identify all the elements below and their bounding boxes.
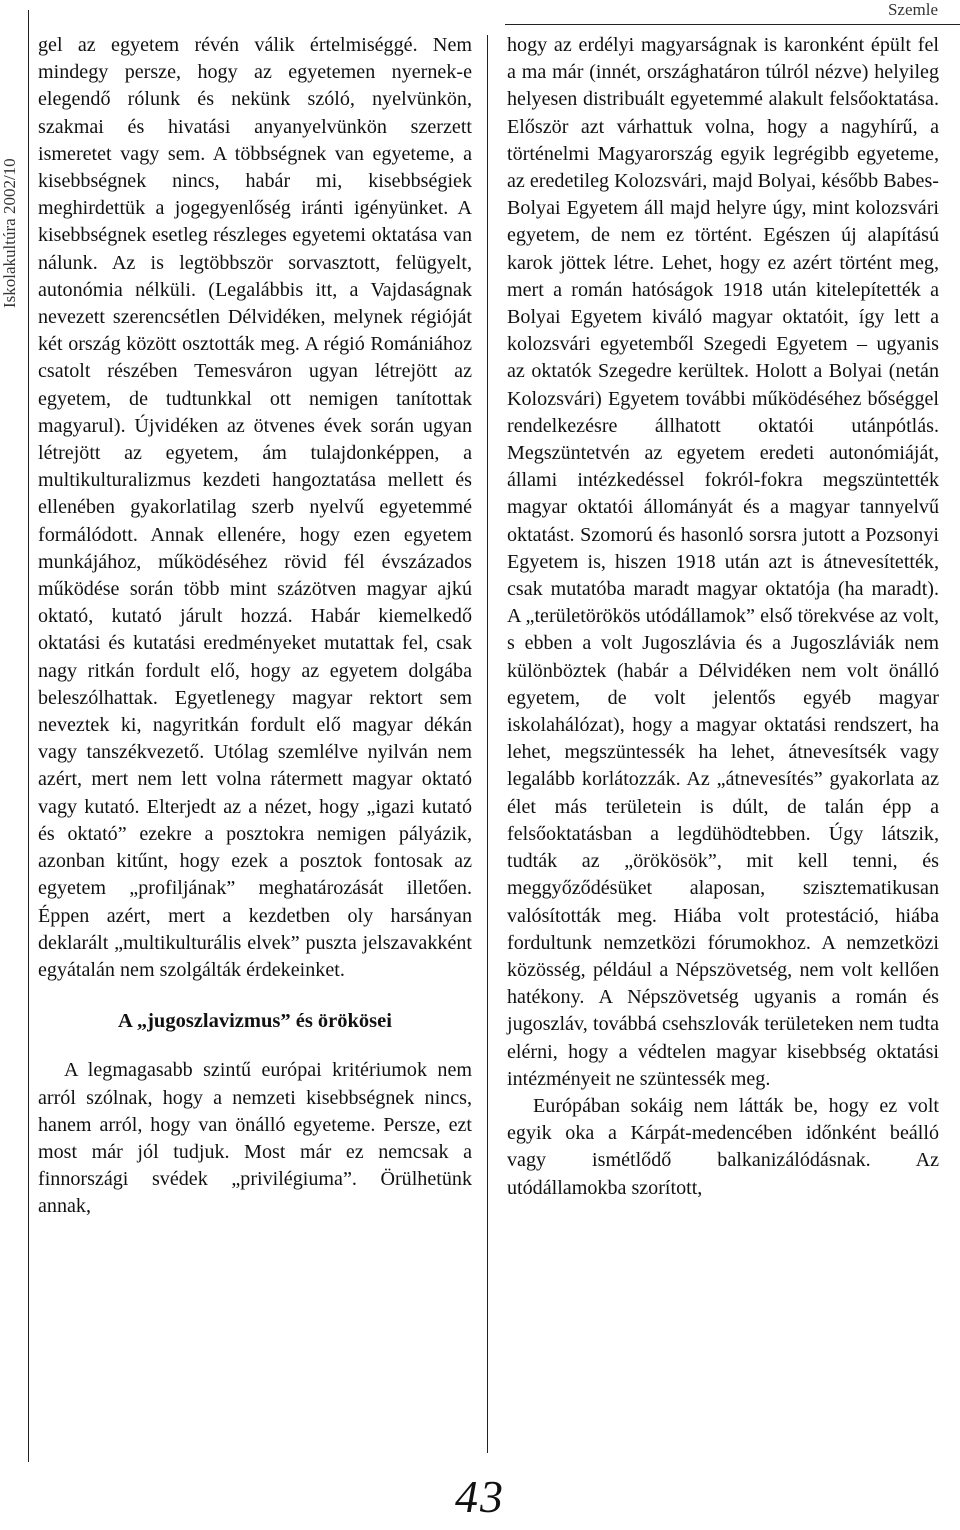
left-margin-rule (28, 10, 29, 1462)
section-label: Szemle (887, 0, 938, 19)
section-heading: A „jugoszlavizmus” és örökösei (118, 1010, 392, 1033)
right-column (507, 32, 939, 1202)
left-column (38, 32, 472, 1221)
page-number: 43 (455, 1471, 505, 1522)
column-divider (487, 35, 488, 1453)
body-paragraph: gel az egyetem révén válik értelmiséggé. Nem mindegy persze, hogy az egyetemen nyernek-e elegendő rólunk és nekünk szóló, nyelvünkön, szakmai és hivatási anyanyelvünkön szerzett ismeretet vagy sem. A többségnek van egyeteme, a kisebbségnek nincs, habár mi, kisebbségiek meghirdettük a jogegyenlőség iránti igényünket. A kisebbségnek esetleg részleges egyetemi oktatása van nálunk. Az is legtöbbször sorvasztott, felügyelt, autonómia nélküli. (Legalábbis itt, a Vajdaságnak nevezett szerencsétlen Délvidéken, melynek régióját két ország között osztották meg. A régió Romániához csatolt részében Temesváron ugyan létrejött az egyetem, de tudtunkkal ott nemigen tanítottak magyarul). Újvidéken az ötvenes évek során ugyan létrejött az egyetem, ám tulajdonképpen, a multikulturalizmus kezdeti hangoztatása mellett és ellenében gyakorlatilag szerb nyelvű egyetemmé formálódott. Annak ellenére, hogy ezen egyetem munkájához, működéséhez rövid fél évszázados működése során több mint százötven magyar ajkú oktató, kutató járult hozzá. Habár kiemelkedő oktatási és kutatási eredményeket mutattak fel, csak nagy ritkán fordult elő, hogy az egyetem dolgába beleszólhattak. Egyetlenegy magyar rektort sem neveztek ki, nagyritkán fordult elő magyar dékán vagy tanszékvezető. Utólag szemlélve nyilván nem azért, mert nem lett volna rátermett magyar oktató vagy kutató. Elterjedt az a nézet, hogy „igazi kutató és oktató” ezekre a posztokra nemigen pályázik, azonban kitűnt, hogy ezek a posztok fontosak az egyetem „profiljának” meghatározását illetően. Éppen azért, mert a kezdetben oly harsányan deklarált „multikulturális elvek” puszta jelszavakként egyátalán nem szolgálták érdekeinket. (38, 34, 472, 981)
journal-issue-label: Iskolakultúra 2002/10 (0, 158, 19, 308)
body-paragraph: hogy az erdélyi magyarságnak is karonként épült fel a ma már (innét, országhatáron túlról nézve) helyileg helyesen distribuált egyetemmé alakult felsőoktatása. Először azt várhattuk volna, hogy a nagyhírű, a történelmi Magyarország egyik legrégibb egyeteme, az eredetileg Kolozsvári, majd Bolyai, később Babes-Bolyai Egyetem áll majd helyre úgy, mint kolozsvári egyetem, de nem ez történt. Egészen új alapítású karok jöttek létre. Lehet, hogy ez azért történt meg, mert a román hatóságok 1918 után kitelepítették a Bolyai Egyetem kiváló magyar oktatóit, így lett a kolozsvári egyetemből Szegedi Egyetem – ugyanis az oktatók Szegedre kerültek. Holott a Bolyai (netán Kolozsvári) Egyetem további működéséhez bőséggel rendelkezésre állhatott oktatói utánpótlás. Megszüntetvén az egyetem eredeti autonómiáját, állami intézkedéssel fokról-fokra megszüntették magyar oktatói állományát és a magyar tannyelvű oktatást. Szomorú és hasonló sorsra jutott a Pozsonyi Egyetem is, hiszen 1918 után azt is átnevesítették, csak mutatóba maradt magyar oktatója (ha maradt). A „területörökös utódállamok” első törekvése az volt, s ebben a volt Jugoszlávia és a Jugoszláviák nem különböztek (habár a Délvidéken nem volt önálló egyetem, de volt jelentős egyéb magyar iskolahálózat), hogy a magyar oktatási rendszert, ha lehet, megszüntessék ha lehet, átnevesítsék vagy legalább korlátozzák. Az „átnevesítés” gyakorlata az élet más területein is dúlt, de talán épp a felsőoktatásban a legdühödtebben. Úgy látszik, tudták az „örökösök”, mit kell tenni, és meggyőződésüket alaposan, szisztematikusan valósították meg. Hiába volt protestáció, hiába fordultunk nemzetközi fórumokhoz. A nemzetközi közösség, például a Népszövetség, nem volt kellően hatékony. A Népszövetség ugyanis a román és jugoszláv, továbbá csehszlovák területeken nem tudta elérni, hogy a védtelen magyar kisebbség oktatási intézményeit ne szüntessék meg. (507, 34, 939, 1090)
body-paragraph: A legmagasabb szintű európai kritériumok nem arról szólnak, hogy a nemzeti kisebbségnek nincs, hanem arról, hogy van önálló egyeteme. Persze, ezt most már jól tudjuk. Most már ez nemcsak a finnországi svédek „privilégiuma”. Örülhetünk annak, (38, 1059, 472, 1218)
body-paragraph: Európában sokáig nem látták be, hogy ez volt egyik oka a Kárpát-medencében időnként beálló vagy ismétlődő balkanizálódásnak. Az utódállamokba szorított, (507, 1094, 939, 1199)
header-rule (505, 24, 960, 25)
